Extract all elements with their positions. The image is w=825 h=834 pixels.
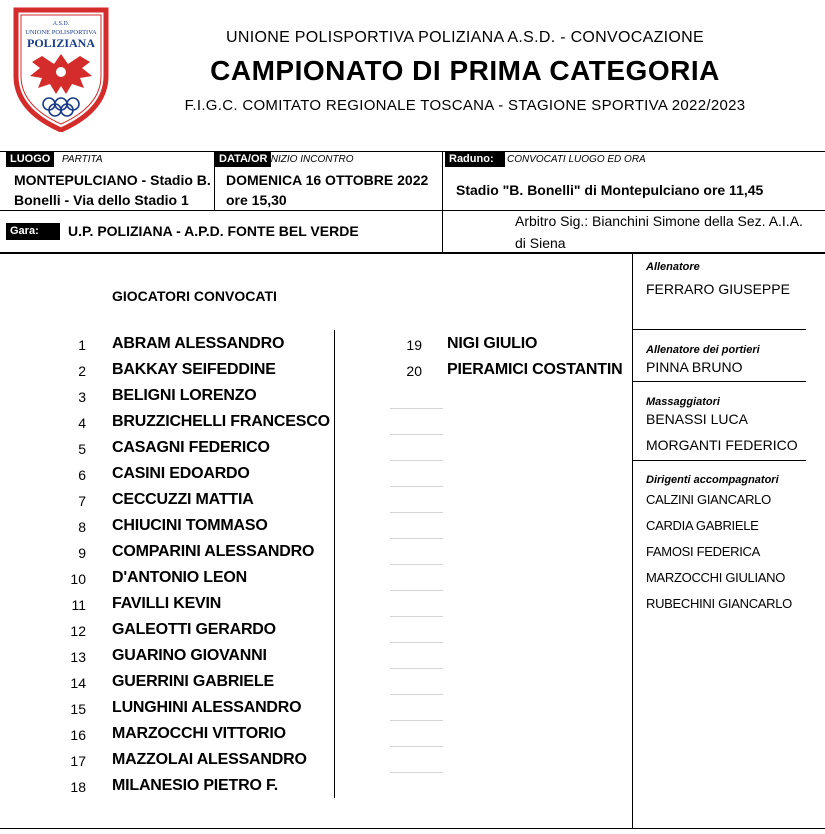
- empty-slot-line: [390, 460, 443, 461]
- empty-slot-line: [390, 434, 443, 435]
- empty-slot-line: [390, 538, 443, 539]
- luogo-sub: PARTITA: [62, 154, 103, 165]
- player-name: MARZOCCHI VITTORIO: [112, 725, 286, 742]
- player-name: GALEOTTI GERARDO: [112, 621, 276, 638]
- eagle-shield-icon: [12, 6, 110, 132]
- player-number: 3: [78, 389, 86, 405]
- player-number: 1: [78, 337, 86, 353]
- player-name: ABRAM ALESSANDRO: [112, 335, 285, 352]
- player-number: 9: [78, 545, 86, 561]
- divider: [0, 210, 825, 211]
- player-number: 14: [70, 675, 86, 691]
- player-number: 4: [78, 415, 86, 431]
- divider: [632, 329, 806, 330]
- empty-slot-line: [390, 408, 443, 409]
- column-divider: [334, 330, 335, 798]
- arbitro-line1: Arbitro Sig.: Bianchini Simone della Sez. A.I.A.: [515, 213, 803, 229]
- player-number: 12: [70, 623, 86, 639]
- player-name: CASINI EDOARDO: [112, 465, 250, 482]
- player-number: 20: [406, 363, 422, 379]
- portieri-name: PINNA BRUNO: [646, 359, 743, 375]
- luogo-line1: MONTEPULCIANO - Stadio B.: [14, 172, 211, 188]
- player-number: 6: [78, 467, 86, 483]
- empty-slot-line: [390, 668, 443, 669]
- divider: [632, 381, 806, 382]
- empty-slot-line: [390, 720, 443, 721]
- data-line2: ore 15,30: [226, 192, 287, 208]
- player-number: 15: [70, 701, 86, 717]
- player-number: 19: [406, 337, 422, 353]
- player-number: 13: [70, 649, 86, 665]
- divider: [632, 460, 806, 461]
- data-sub: INIZIO INCONTRO: [268, 154, 354, 165]
- player-name: GUERRINI GABRIELE: [112, 673, 274, 690]
- player-name: MAZZOLAI ALESSANDRO: [112, 751, 307, 768]
- player-name: LUNGHINI ALESSANDRO: [112, 699, 302, 716]
- empty-slot-line: [390, 694, 443, 695]
- player-number: 11: [71, 597, 86, 613]
- dirigente-name: MARZOCCHI GIULIANO: [646, 570, 786, 585]
- massaggiatore-name: MORGANTI FEDERICO: [646, 437, 798, 453]
- player-name: FAVILLI KEVIN: [112, 595, 222, 612]
- player-number: 5: [78, 441, 86, 457]
- page-title: CAMPIONATO DI PRIMA CATEGORIA: [210, 55, 720, 86]
- allenatore-label: Allenatore: [646, 261, 700, 273]
- player-name: BELIGNI LORENZO: [112, 387, 257, 404]
- player-name: PIERAMICI COSTANTIN: [447, 361, 623, 378]
- players-title: GIOCATORI CONVOCATI: [112, 288, 277, 304]
- player-name: CECCUZZI MATTIA: [112, 491, 254, 508]
- dirigente-name: RUBECHINI GIANCARLO: [646, 596, 792, 611]
- logo-top-text: A.S.D.: [52, 21, 70, 27]
- player-number: 2: [78, 363, 86, 379]
- massaggiatore-name: BENASSI LUCA: [646, 411, 748, 427]
- player-number: 10: [70, 571, 86, 587]
- header-subtitle: UNIONE POLISPORTIVA POLIZIANA A.S.D. - CONVOCAZIONE: [226, 29, 704, 46]
- dirigente-name: FAMOSI FEDERICA: [646, 544, 760, 559]
- raduno-value: Stadio "B. Bonelli" di Montepulciano ore 11,45: [456, 182, 764, 198]
- header-federation: F.I.G.C. COMITATO REGIONALE TOSCANA - STAGIONE SPORTIVA 2022/2023: [184, 97, 746, 114]
- dirigenti-label: Dirigenti accompagnatori: [646, 474, 779, 486]
- player-number: 17: [70, 753, 86, 769]
- empty-slot-line: [390, 486, 443, 487]
- raduno-sub: CONVOCATI LUOGO ED ORA: [507, 154, 646, 165]
- luogo-line2: Bonelli - Via dello Stadio 1: [14, 192, 189, 208]
- divider: [0, 151, 825, 152]
- staff-divider: [632, 253, 633, 828]
- arbitro-line2: di Siena: [515, 235, 566, 251]
- data-label: DATA/OR: [215, 152, 271, 167]
- player-name: CASAGNI FEDERICO: [112, 439, 270, 456]
- empty-slot-line: [390, 772, 443, 773]
- data-line1: DOMENICA 16 OTTOBRE 2022: [226, 172, 429, 188]
- player-number: 16: [70, 727, 86, 743]
- gara-value: U.P. POLIZIANA - A.P.D. FONTE BEL VERDE: [68, 223, 359, 239]
- player-name: CHIUCINI TOMMASO: [112, 517, 268, 534]
- player-number: 8: [78, 519, 86, 535]
- divider: [0, 828, 825, 829]
- player-name: COMPARINI ALESSANDRO: [112, 543, 315, 560]
- player-name: BAKKAY SEIFEDDINE: [112, 361, 276, 378]
- player-number: 18: [70, 779, 86, 795]
- empty-slot-line: [390, 564, 443, 565]
- player-number: 7: [78, 493, 86, 509]
- empty-slot-line: [390, 642, 443, 643]
- allenatore-name: FERRARO GIUSEPPE: [646, 281, 790, 297]
- gara-label: Gara:: [6, 223, 60, 240]
- player-name: BRUZZICHELLI FRANCESCO: [112, 413, 330, 430]
- logo-name-text: POLIZIANA: [26, 36, 96, 50]
- dirigente-name: CARDIA GABRIELE: [646, 518, 759, 533]
- empty-slot-line: [390, 512, 443, 513]
- portieri-label: Allenatore dei portieri: [646, 344, 760, 356]
- player-name: D'ANTONIO LEON: [112, 569, 247, 586]
- player-name: GUARINO GIOVANNI: [112, 647, 267, 664]
- player-name: NIGI GIULIO: [447, 335, 538, 352]
- empty-slot-line: [390, 590, 443, 591]
- empty-slot-line: [390, 616, 443, 617]
- divider: [0, 252, 825, 254]
- player-name: MILANESIO PIETRO F.: [112, 777, 278, 794]
- massaggiatori-label: Massaggiatori: [646, 396, 720, 408]
- raduno-label: Raduno:: [445, 152, 505, 167]
- logo-middle-text: UNIONE POLISPORTIVA: [25, 29, 97, 36]
- club-logo: [12, 6, 110, 132]
- empty-slot-line: [390, 746, 443, 747]
- luogo-label: LUOGO: [6, 152, 54, 167]
- divider: [442, 151, 443, 252]
- dirigente-name: CALZINI GIANCARLO: [646, 492, 771, 507]
